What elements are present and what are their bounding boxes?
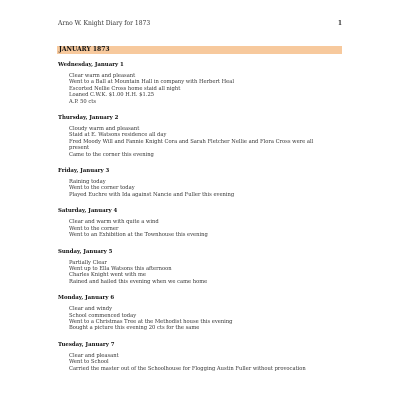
entry-line: Went to the corner today: [69, 185, 135, 192]
entry-line: School commenced today: [69, 312, 137, 319]
entry-date: Saturday, January 4: [58, 208, 118, 215]
entry-line: Bought a picture this evening 20 cts for the same: [69, 325, 200, 332]
entry-line: Partially Clear: [69, 259, 107, 266]
entry-line: Went to the corner: [69, 225, 119, 232]
page-number: 1: [337, 20, 342, 27]
entry-line: Played Euchre with Ida against Nancie and Fuller this evening: [69, 191, 235, 198]
entry-date: Sunday, January 5: [58, 248, 113, 255]
entry-line: Came to the corner this evening: [69, 151, 154, 158]
diary-entry: [58, 208, 340, 238]
entry-line: Raining today: [69, 179, 106, 186]
entry-lines: [69, 219, 340, 238]
diary-title: Arno W. Knight Diary for 1873: [58, 20, 151, 27]
entry-line: Fred Moody Will and Fannie Knight Cora and Sarah Fletcher Nellie and Flora Cross were all: [69, 138, 314, 145]
month-heading-band: [57, 46, 342, 54]
entry-lines: [69, 353, 340, 372]
diary-entry: [58, 115, 340, 158]
entry-line: Clear and windy: [69, 306, 113, 313]
entry-line: Went to a Christmas Tree at the Methodist house this evening: [69, 318, 233, 325]
entry-date: Wednesday, January 1: [58, 62, 124, 68]
entry-lines: [69, 126, 340, 158]
diary-entry: [58, 342, 340, 372]
entry-line: Rained and hailed this evening when we came home: [69, 278, 208, 285]
diary-entry: [58, 62, 340, 105]
entry-line: Clear and warm with quite a wind: [69, 219, 159, 226]
entry-line: Carried the master out of the Schoolhouse for Flogging Austin Fuller without provocation: [69, 365, 306, 372]
diary-entries: [58, 62, 340, 382]
entry-line: Went to an Exhibition at the Townhouse this evening: [69, 232, 208, 239]
entry-line: Cloudy warm and pleasant: [69, 126, 140, 133]
month-heading: JANUARY 1873: [59, 46, 110, 53]
entry-date: Thursday, January 2: [58, 115, 119, 122]
entry-line: Went to School: [69, 359, 109, 366]
entry-lines: [69, 179, 340, 198]
entry-line: present: [69, 145, 90, 152]
entry-date: Monday, January 6: [58, 295, 115, 302]
entry-lines: [69, 73, 340, 105]
diary-entry: [58, 249, 340, 286]
entry-line: Went up to Ella Watsons this afternoon: [69, 265, 172, 272]
entry-line: Staid at E. Watsons residence all day: [69, 132, 167, 139]
entry-line: Clear and pleasant: [69, 352, 119, 359]
entry-line: Loaned C.W.K. $1.00 H.H. $1.25: [69, 92, 155, 99]
entry-line: Clear warm and pleasant: [69, 73, 136, 79]
entry-date: Tuesday, January 7: [58, 341, 115, 348]
entry-lines: [69, 306, 340, 332]
entry-date: Friday, January 3: [58, 168, 110, 175]
diary-entry: [58, 168, 340, 198]
entry-line: A.P. 50 cts: [69, 98, 97, 105]
entry-line: Went to a Ball at Mountain Hall in company with Herbert Heal: [69, 79, 235, 86]
entry-line: Charles Knight went with me: [69, 272, 146, 279]
entry-lines: [69, 260, 340, 286]
entry-line: Escorted Nellie Cross home staid all night: [69, 85, 181, 92]
diary-entry: [58, 295, 340, 332]
